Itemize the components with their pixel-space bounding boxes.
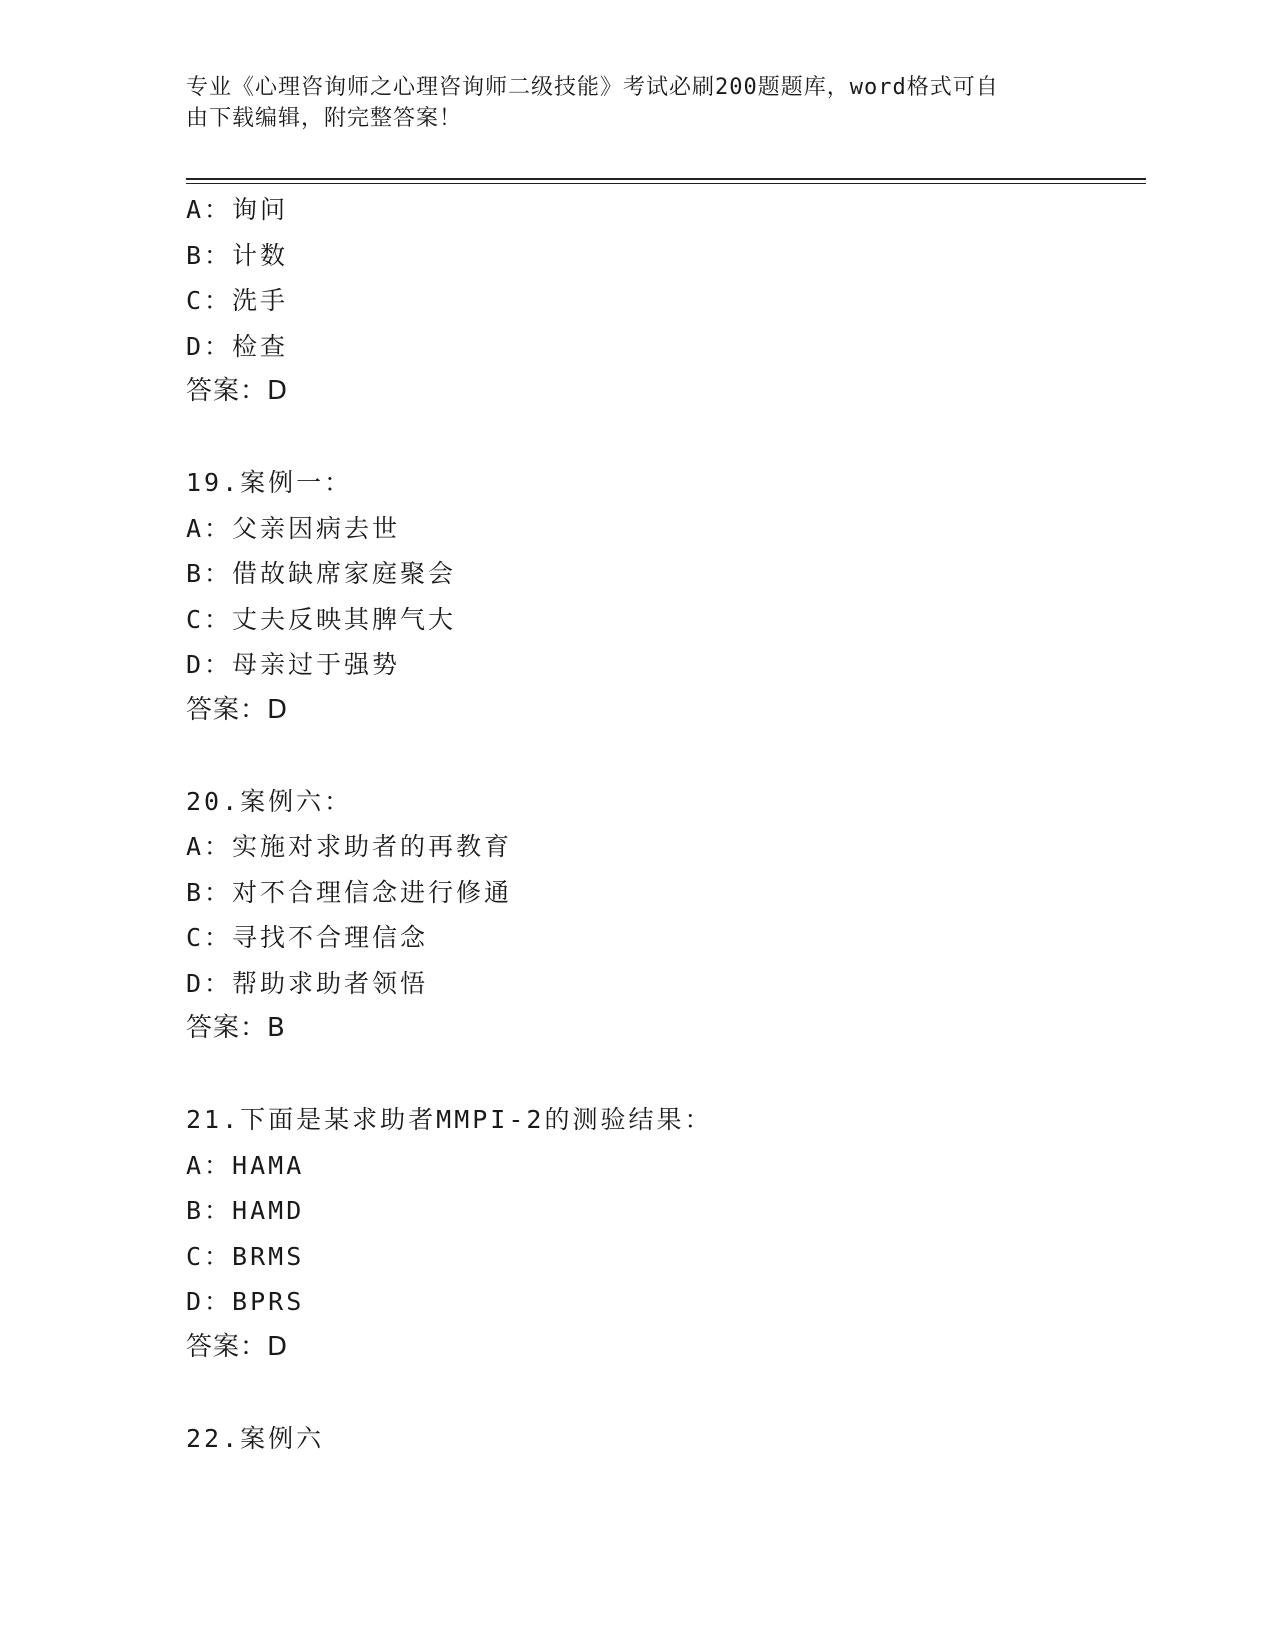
question-19-block	[186, 460, 1146, 733]
spacer	[186, 1370, 1146, 1416]
option-a: A：实施对求助者的再教育	[186, 832, 513, 861]
option-a: A：HAMA	[186, 1150, 305, 1180]
option-a: A：询问	[186, 195, 289, 224]
answer-line: 答案：D	[186, 694, 289, 725]
question-18-block	[186, 187, 1146, 415]
spacer	[186, 733, 1146, 779]
header-divider-thin	[186, 183, 1146, 184]
question-21-block	[186, 1097, 1146, 1370]
answer-line: 答案：D	[186, 1331, 289, 1362]
option-c: C：寻找不合理信念	[186, 923, 429, 952]
header-line-2: 由下载编辑，附完整答案！	[186, 106, 463, 131]
option-b: B：HAMD	[186, 1196, 305, 1225]
option-c: C：洗手	[186, 286, 289, 315]
option-d: D：帮助求助者领悟	[186, 968, 429, 998]
option-b: B：计数	[186, 240, 289, 270]
option-b: B：借故缺席家庭聚会	[186, 559, 457, 588]
question-22-block	[186, 1416, 1146, 1462]
option-d: D：母亲过于强势	[186, 650, 401, 679]
answer-line: 答案：B	[186, 1013, 286, 1043]
option-a: A：父亲因病去世	[186, 513, 401, 543]
option-d: D：检查	[186, 331, 289, 361]
spacer	[186, 415, 1146, 461]
question-stem: 20.案例六：	[186, 786, 353, 816]
question-stem: 22.案例六	[186, 1423, 325, 1453]
header-divider-thick	[186, 178, 1146, 180]
question-20-block	[186, 779, 1146, 1052]
question-list	[186, 187, 1146, 1461]
option-c: C：丈夫反映其脾气大	[186, 604, 457, 634]
spacer	[186, 1052, 1146, 1098]
question-stem: 21.下面是某求助者MMPI-2的测验结果：	[186, 1105, 713, 1134]
question-stem: 19.案例一：	[186, 468, 353, 497]
option-b: B：对不合理信念进行修通	[186, 877, 513, 907]
option-d: D：BPRS	[186, 1287, 305, 1316]
answer-line: 答案：D	[186, 376, 289, 406]
document-header	[186, 72, 1066, 134]
header-line-1: 专业《心理咨询师之心理咨询师二级技能》考试必刷200题题库，word格式可自	[186, 75, 999, 100]
option-c: C：BRMS	[186, 1241, 305, 1271]
